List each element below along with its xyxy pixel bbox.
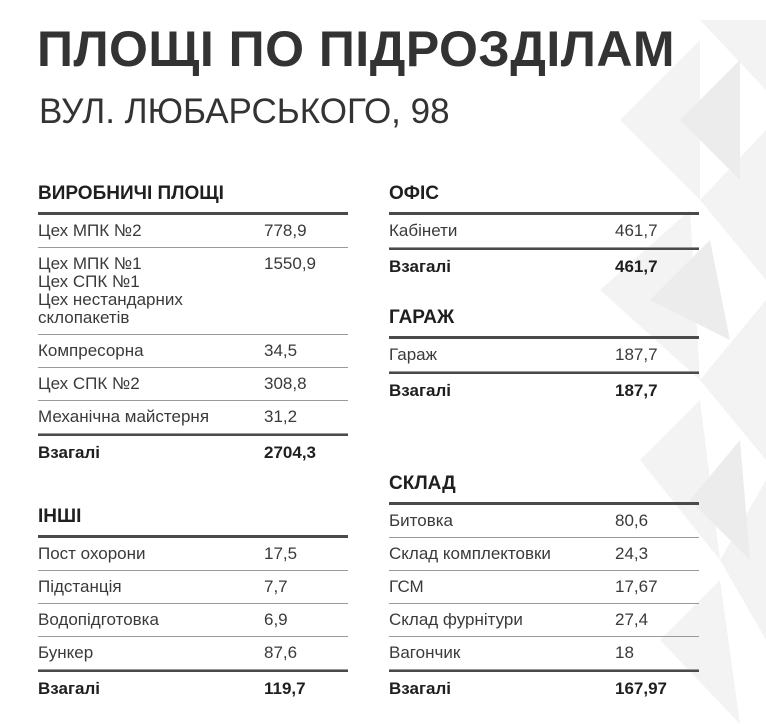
total-label: Взагалі (38, 443, 101, 462)
row-name: Битовка (389, 511, 453, 530)
table-row (38, 401, 348, 434)
row-value: 18 (615, 643, 634, 662)
total-row (389, 670, 699, 705)
row-value: 27,4 (615, 610, 649, 629)
total-label: Взагалі (38, 679, 101, 698)
table-row (389, 538, 699, 571)
section-title: ВИРОБНИЧІ ПЛОЩІ (38, 182, 348, 215)
row-name: Водопідготовка (38, 610, 159, 629)
table-row (38, 637, 348, 670)
table-row (38, 248, 348, 335)
total-value: 187,7 (615, 381, 658, 400)
row-value: 87,6 (264, 643, 298, 662)
section-garage (389, 306, 699, 407)
row-name: Гараж (389, 345, 437, 364)
total-label: Взагалі (389, 679, 452, 698)
row-value: 1550,9 (264, 254, 316, 273)
table-row (389, 339, 699, 372)
table-row (38, 604, 348, 637)
address-subtitle: ВУЛ. ЛЮБАРСЬКОГО, 98 (39, 92, 450, 131)
row-name: Вагончик (389, 643, 461, 662)
row-name: Цех МПК №2 (38, 221, 142, 240)
table-row (389, 604, 699, 637)
table-row (389, 215, 699, 248)
total-row (389, 248, 699, 283)
row-name: Бункер (38, 643, 94, 662)
row-value: 17,67 (615, 577, 658, 596)
table-row (38, 215, 348, 248)
table-row (38, 335, 348, 368)
row-name: Цех СПК №2 (38, 374, 140, 393)
row-name: Цех МПК №1 Цех СПК №1 Цех нестандарних склопакетів (38, 254, 183, 327)
total-row (38, 434, 348, 469)
table-row (38, 571, 348, 604)
row-value: 34,5 (264, 341, 298, 360)
table-row (38, 538, 348, 571)
row-name: Кабінети (389, 221, 458, 240)
total-row (38, 670, 348, 705)
row-value: 17,5 (264, 544, 298, 563)
table-row (389, 637, 699, 670)
total-value: 2704,3 (264, 443, 316, 462)
row-value: 7,7 (264, 577, 288, 596)
row-name: Компресорна (38, 341, 144, 360)
row-value: 461,7 (615, 221, 658, 240)
row-value: 31,2 (264, 407, 298, 426)
total-label: Взагалі (389, 381, 452, 400)
table-row (38, 368, 348, 401)
table-row (389, 571, 699, 604)
section-office (389, 182, 699, 283)
row-name: ГСМ (389, 577, 424, 596)
section-other (38, 505, 348, 705)
row-name: Механічна майстерня (38, 407, 210, 426)
row-name: Підстанція (38, 577, 122, 596)
row-value: 778,9 (264, 221, 307, 240)
row-value: 80,6 (615, 511, 649, 530)
total-value: 119,7 (264, 679, 306, 698)
row-name: Склад комплектовки (389, 544, 551, 563)
section-title: СКЛАД (389, 472, 699, 505)
section-production-areas (38, 182, 348, 469)
row-name: Пост охорони (38, 544, 146, 563)
row-name: Склад фурнітури (389, 610, 523, 629)
total-row (389, 372, 699, 407)
section-title: ГАРАЖ (389, 306, 699, 339)
section-title: ІНШІ (38, 505, 348, 538)
row-value: 308,8 (264, 374, 307, 393)
total-value: 167,97 (615, 679, 667, 698)
section-warehouse (389, 472, 699, 705)
page-title: ПЛОЩІ ПО ПІДРОЗДІЛАМ (37, 21, 676, 77)
row-value: 6,9 (264, 610, 288, 629)
table-row (389, 505, 699, 538)
row-value: 187,7 (615, 345, 658, 364)
row-value: 24,3 (615, 544, 649, 563)
total-value: 461,7 (615, 257, 658, 276)
total-label: Взагалі (389, 257, 452, 276)
section-title: ОФІС (389, 182, 699, 215)
